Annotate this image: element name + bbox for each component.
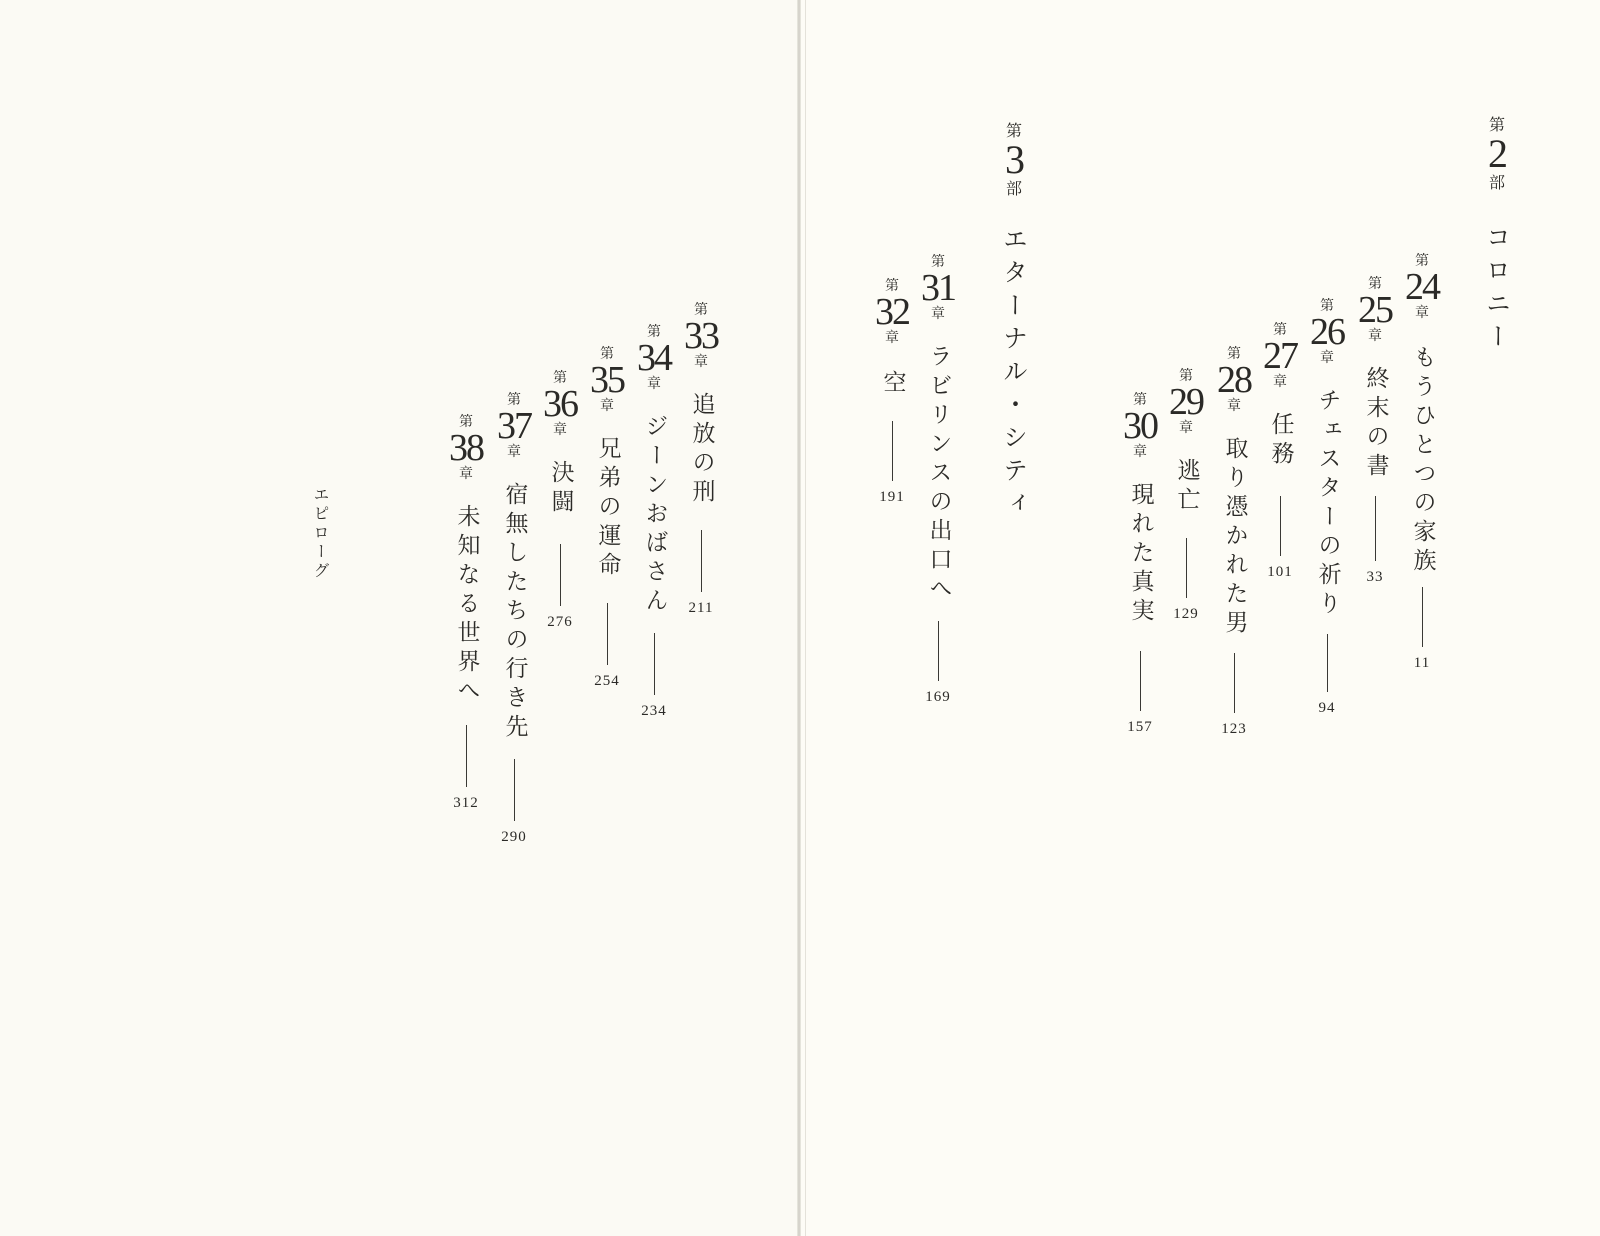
chapter-31-number: 31: [921, 267, 955, 309]
chapter-27-sho: 章: [1273, 374, 1287, 390]
chapter-31-leader: [938, 621, 939, 681]
book-gutter: [797, 0, 801, 1236]
chapter-36-dai: 第: [553, 370, 567, 386]
chapter-24-title: もうひとつの家族: [1409, 345, 1436, 577]
chapter-35-dai: 第: [600, 346, 614, 362]
chapter-33-title: 追放の刑: [688, 392, 715, 508]
chapter-28-title: 取り憑かれた男: [1221, 436, 1248, 639]
chapter-24-dai: 第: [1415, 253, 1429, 269]
chapter-28-leader: [1234, 653, 1235, 713]
chapter-28-number: 28: [1217, 359, 1251, 401]
page-edge: [805, 0, 806, 1236]
chapter-27-page: 101: [1267, 564, 1293, 580]
chapter-25-sho: 章: [1368, 328, 1382, 344]
chapter-38: [436, 414, 496, 812]
chapter-29-page: 129: [1173, 606, 1199, 622]
chapter-37-page: 290: [501, 829, 527, 845]
chapter-33-page: 211: [688, 600, 714, 616]
part-2-dai: 第: [1488, 115, 1505, 134]
chapter-28-dai: 第: [1227, 346, 1241, 362]
chapter-26-dai: 第: [1320, 298, 1334, 314]
chapter-30-title: 現れた真実: [1127, 482, 1154, 627]
chapter-37-number: 37: [497, 405, 531, 447]
part-2-title: コロニー: [1482, 224, 1512, 356]
chapter-27-leader: [1280, 496, 1281, 556]
chapter-30-page: 157: [1127, 719, 1153, 735]
chapter-29-sho: 章: [1179, 420, 1193, 436]
chapter-35-leader: [607, 603, 608, 665]
chapter-35-title: 兄弟の運命: [594, 436, 621, 581]
chapter-24-leader: [1422, 587, 1423, 647]
chapter-34-sho: 章: [647, 376, 661, 392]
part-3-title: エターナル・シティ: [999, 226, 1029, 523]
chapter-31-title: ラビリンスの出口へ: [925, 344, 952, 605]
chapter-30-number: 30: [1123, 405, 1157, 447]
chapter-35-page: 254: [594, 673, 620, 689]
chapter-34-title: ジーンおばさん: [641, 414, 668, 617]
chapter-33-leader: [701, 530, 702, 592]
chapter-31-page: 169: [925, 689, 951, 705]
chapter-34-leader: [654, 633, 655, 695]
chapter-38-leader: [466, 725, 467, 787]
chapter-29-title: 逃亡: [1173, 458, 1200, 516]
chapter-37-dai: 第: [507, 392, 521, 408]
chapter-36-leader: [560, 544, 561, 606]
part-3-bu: 部: [1005, 179, 1022, 198]
chapter-28-page: 123: [1221, 721, 1247, 737]
chapter-32-title: 空: [879, 370, 906, 399]
chapter-33-dai: 第: [694, 302, 708, 318]
chapter-26-page: 94: [1318, 700, 1336, 716]
chapter-38-dai: 第: [459, 414, 473, 430]
chapter-29-number: 29: [1169, 381, 1203, 423]
chapter-32-dai: 第: [885, 278, 899, 294]
chapter-35-sho: 章: [600, 398, 614, 414]
chapter-32: [862, 278, 922, 506]
chapter-36-page: 276: [547, 614, 573, 630]
part-2-number: 2: [1488, 131, 1506, 176]
chapter-24-page: 11: [1413, 655, 1431, 671]
chapter-35-number: 35: [590, 359, 624, 401]
chapter-24-number: 24: [1405, 266, 1439, 308]
chapter-29-leader: [1186, 538, 1187, 598]
chapter-30-leader: [1140, 651, 1141, 711]
chapter-38-sho: 章: [459, 466, 473, 482]
part-2-bu: 部: [1488, 173, 1505, 192]
chapter-37-title: 宿無したちの行き先: [501, 482, 528, 743]
part-3-number: 3: [1005, 137, 1023, 182]
chapter-29-dai: 第: [1179, 368, 1193, 384]
chapter-34-page: 234: [641, 703, 667, 719]
chapter-27-title: 任務: [1267, 412, 1294, 470]
chapter-32-sho: 章: [885, 330, 899, 346]
epilogue: [290, 486, 350, 581]
chapter-31-dai: 第: [931, 254, 945, 270]
chapter-33-number: 33: [684, 315, 718, 357]
chapter-26-title: チェスターの祈り: [1314, 388, 1341, 620]
part-2-heading: [1467, 116, 1527, 356]
chapter-33-sho: 章: [694, 354, 708, 370]
chapter-26-number: 26: [1310, 311, 1344, 353]
chapter-37-leader: [514, 759, 515, 821]
chapter-38-page: 312: [453, 795, 479, 811]
chapter-31-sho: 章: [931, 306, 945, 322]
chapter-25-number: 25: [1358, 289, 1392, 331]
chapter-24-sho: 章: [1415, 305, 1429, 321]
chapter-25-title: 終末の書: [1362, 366, 1389, 482]
chapter-30-sho: 章: [1133, 444, 1147, 460]
chapter-27-dai: 第: [1273, 322, 1287, 338]
chapter-27-number: 27: [1263, 335, 1297, 377]
chapter-30: [1110, 392, 1170, 736]
chapter-26-sho: 章: [1320, 350, 1334, 366]
chapter-32-page: 191: [879, 489, 905, 505]
chapter-25-dai: 第: [1368, 276, 1382, 292]
chapter-32-number: 32: [875, 291, 909, 333]
part-3-heading: [984, 122, 1044, 523]
chapter-37-sho: 章: [507, 444, 521, 460]
chapter-30-dai: 第: [1133, 392, 1147, 408]
chapter-25-page: 33: [1366, 569, 1384, 585]
chapter-32-leader: [892, 421, 893, 481]
chapter-25-leader: [1375, 496, 1376, 561]
chapter-34-number: 34: [637, 337, 671, 379]
chapter-34-dai: 第: [647, 324, 661, 340]
part-3-dai: 第: [1005, 121, 1022, 140]
chapter-26-leader: [1327, 634, 1328, 692]
chapter-36-sho: 章: [553, 422, 567, 438]
chapter-36-number: 36: [543, 383, 577, 425]
chapter-38-number: 38: [449, 427, 483, 469]
chapter-28-sho: 章: [1227, 398, 1241, 414]
chapter-36-title: 決闘: [547, 460, 574, 518]
epilogue-title: エピローグ: [311, 486, 330, 581]
chapter-38-title: 未知なる世界へ: [453, 504, 480, 707]
